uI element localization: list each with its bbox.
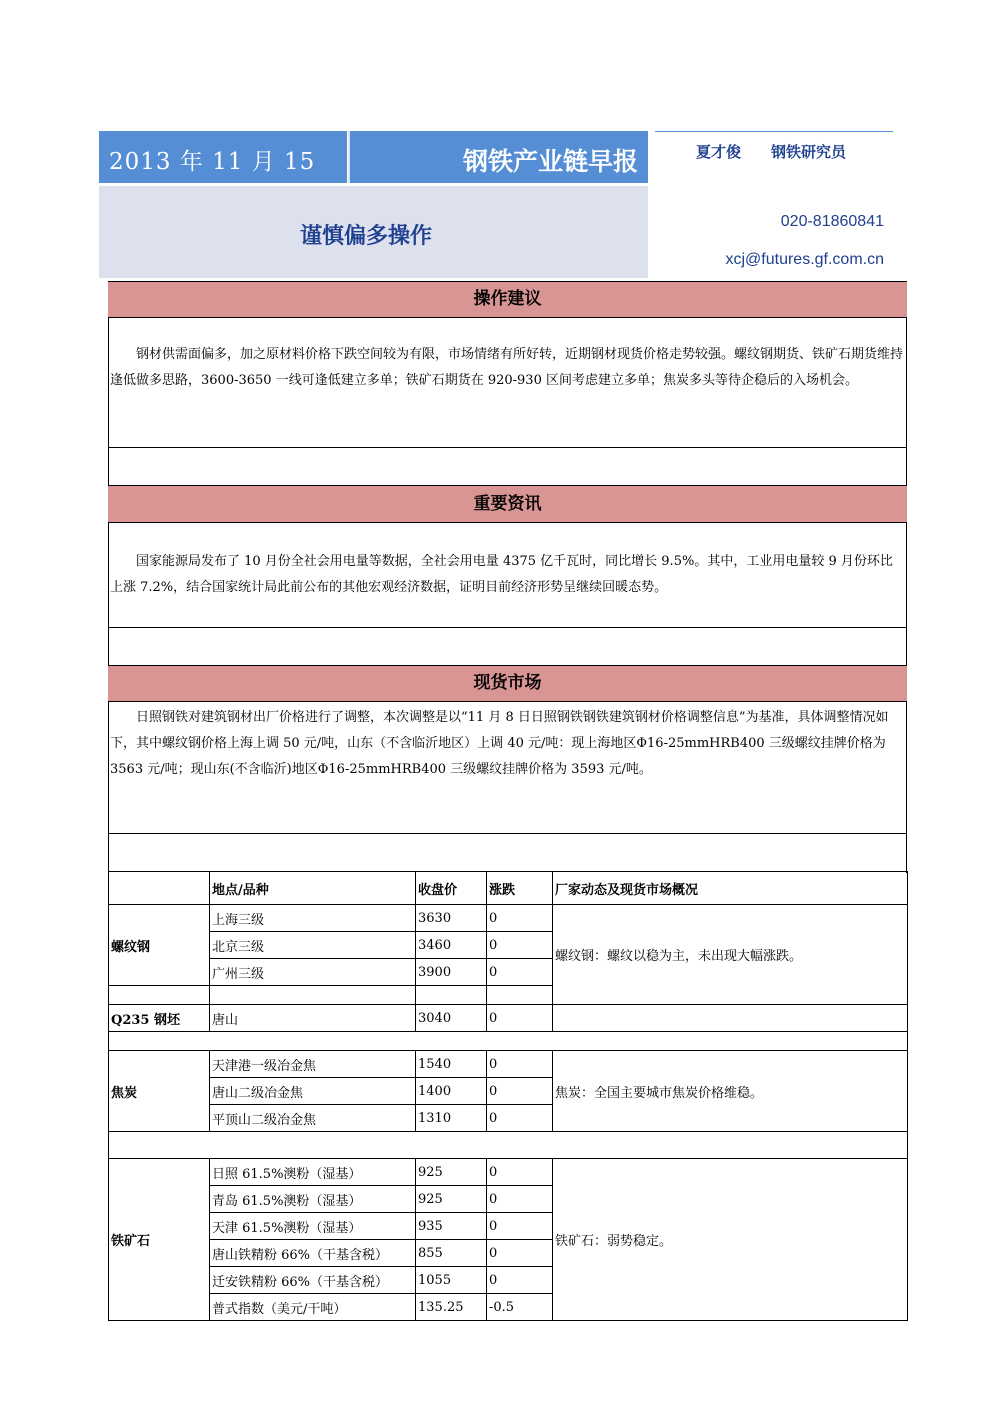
section-title-news: 重要资讯	[473, 494, 542, 514]
place-cell: 唐山铁精粉 66%（干基含税）	[210, 1240, 416, 1267]
section-title-spot: 现货市场	[473, 673, 542, 693]
section-title-advice: 操作建议	[473, 289, 542, 309]
section-header-advice	[108, 281, 907, 318]
close-cell: 1540	[416, 1051, 487, 1078]
advice-text: 钢材供需面偏多，加之原材料价格下跌空间较为有限，市场情绪有所好转，近期钢材现货价格走势较强。螺纹钢期货、铁矿石期货维持逢低做多思路，3600-3650 一线可逢低建立多单；铁矿石期货在 920-930 区间考虑建立多单；焦炭多头等待企稳后的入场机会。	[110, 347, 904, 388]
author-rule	[655, 131, 893, 132]
col-header-notes: 厂家动态及现货市场概况	[553, 872, 908, 905]
price-table	[108, 871, 908, 1321]
place-cell: 平顶山二级冶金焦	[210, 1105, 416, 1132]
change-cell: 0	[487, 932, 553, 959]
close-cell: 3040	[416, 1005, 487, 1032]
place-cell: 北京三级	[210, 932, 416, 959]
category-billet: Q235 钢坯	[109, 1005, 210, 1032]
category-rebar: 螺纹钢	[109, 905, 210, 986]
close-cell: 135.25	[416, 1294, 487, 1321]
note-coke: 焦炭：全国主要城市焦炭价格维稳。	[553, 1051, 908, 1132]
close-cell: 1310	[416, 1105, 487, 1132]
report-title: 钢铁产业链早报	[350, 131, 648, 183]
place-cell: 上海三级	[210, 905, 416, 932]
spacer-row	[109, 1132, 908, 1159]
close-cell: 3630	[416, 905, 487, 932]
change-cell: 0	[487, 905, 553, 932]
place-cell: 唐山二级冶金焦	[210, 1078, 416, 1105]
change-cell: 0	[487, 1240, 553, 1267]
place-cell: 迁安铁精粉 66%（干基含税）	[210, 1267, 416, 1294]
author-email[interactable]: xcj@futures.gf.com.cn	[725, 251, 884, 268]
place-cell: 广州三级	[210, 959, 416, 986]
change-cell: 0	[487, 959, 553, 986]
empty-cell	[109, 986, 210, 1005]
place-cell: 天津港一级冶金焦	[210, 1051, 416, 1078]
spot-text: 日照钢铁对建筑钢材出厂价格进行了调整，本次调整是以“11 月 8 日日照钢铁钢铁建筑钢材价格调整信息”为基准，具体调整情况如下，其中螺纹钢价格上海上调 50 元/吨，山东（不含临沂地区）上调 40 元/吨：现上海地区Φ16-25mmHRB400 三级螺纹挂牌价格为 3563 元/吨；现山东(不含临沂)地区Φ16-25mmHRB400 三级螺纹挂牌价格为 3593 元/吨。	[110, 710, 889, 777]
table-row	[109, 905, 908, 932]
close-cell: 1400	[416, 1078, 487, 1105]
table-row	[109, 1159, 908, 1186]
empty-cell	[109, 1032, 908, 1051]
empty-cell	[210, 986, 416, 1005]
place-cell: 天津 61.5%澳粉（湿基）	[210, 1213, 416, 1240]
change-cell: 0	[487, 1005, 553, 1032]
empty-cell	[553, 1005, 908, 1032]
close-cell: 925	[416, 1159, 487, 1186]
author-name: 夏才俊 钢铁研究员	[696, 143, 847, 161]
close-cell: 3460	[416, 932, 487, 959]
change-cell: -0.5	[487, 1294, 553, 1321]
change-cell: 0	[487, 1105, 553, 1132]
col-header-close: 收盘价	[416, 872, 487, 905]
spacer-row	[109, 1032, 908, 1051]
report-date: 2013 年 11 月 15	[99, 131, 347, 183]
empty-cell	[487, 986, 553, 1005]
col-header-change: 涨跌	[487, 872, 553, 905]
change-cell: 0	[487, 1159, 553, 1186]
close-cell: 855	[416, 1240, 487, 1267]
col-header-place: 地点/品种	[210, 872, 416, 905]
category-coke: 焦炭	[109, 1051, 210, 1132]
table-header-row	[109, 872, 908, 905]
close-cell: 925	[416, 1186, 487, 1213]
change-cell: 0	[487, 1186, 553, 1213]
place-cell: 普式指数（美元/干吨）	[210, 1294, 416, 1321]
table-row	[109, 1005, 908, 1032]
author-phone: 020-81860841	[780, 213, 884, 230]
header-cell	[109, 872, 210, 905]
table-row	[109, 1051, 908, 1078]
report-subtitle: 谨慎偏多操作	[300, 223, 433, 249]
note-rebar: 螺纹钢：螺纹以稳为主，未出现大幅涨跌。	[553, 905, 908, 1005]
category-ore: 铁矿石	[109, 1159, 210, 1321]
close-cell: 1055	[416, 1267, 487, 1294]
note-ore: 铁矿石：弱势稳定。	[553, 1159, 908, 1321]
change-cell: 0	[487, 1051, 553, 1078]
section-header-spot	[108, 665, 907, 702]
divider	[108, 447, 907, 448]
close-cell: 3900	[416, 959, 487, 986]
change-cell: 0	[487, 1078, 553, 1105]
change-cell: 0	[487, 1267, 553, 1294]
section-header-news	[108, 485, 907, 523]
change-cell: 0	[487, 1213, 553, 1240]
divider	[108, 833, 907, 834]
news-text: 国家能源局发布了 10 月份全社会用电量等数据，全社会用电量 4375 亿千瓦时，同比增长 9.5%。其中，工业用电量较 9 月份环比上涨 7.2%，结合国家统计局此前公布的其他宏观经济数据，证明目前经济形势呈继续回暖态势。	[110, 554, 893, 595]
empty-cell	[109, 1132, 908, 1159]
place-cell: 青岛 61.5%澳粉（湿基）	[210, 1186, 416, 1213]
close-cell: 935	[416, 1213, 487, 1240]
empty-cell	[416, 986, 487, 1005]
place-cell: 唐山	[210, 1005, 416, 1032]
divider	[108, 627, 907, 628]
place-cell: 日照 61.5%澳粉（湿基）	[210, 1159, 416, 1186]
